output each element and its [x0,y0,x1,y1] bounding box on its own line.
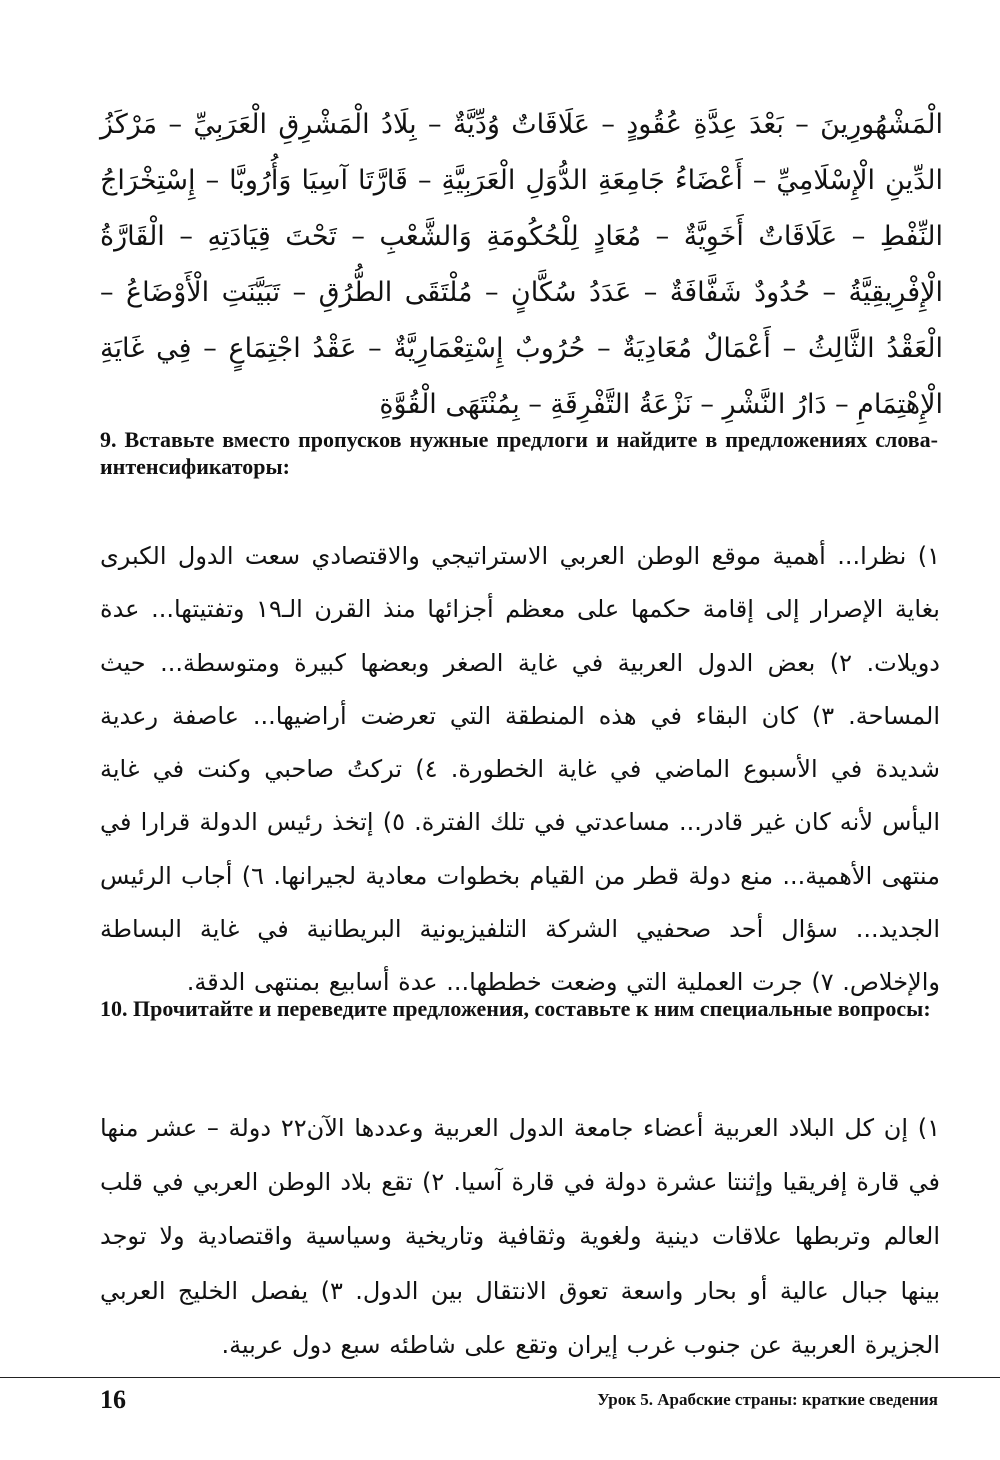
page-number: 16 [100,1385,126,1414]
footer-divider [0,1377,1000,1378]
exercise-10-heading: 10. Прочитайте и переведите предложения, составьте к ним специальные вопросы: [100,996,931,1021]
exercise-9-heading: 9. Вставьте вместо пропусков нужные предлоги и найдите в предложениях слова-интенсификаторы: [100,427,938,479]
exercise-9-text: ١) نظرا... أهمية موقع الوطن العربي الاستراتيجي والاقتصادي سعت الدول الكبرى بغاية الإصرار إلى إقامة حكمها على معظم أجزائها منذ القرن الـ١٩ وتفتيتها... عدة دويلات. ٢) بعض الدول العربية في غاية الصغر وبعضها كبيرة ومتوسطة... حيث المساحة. ٣) كان البقاء في هذه المنطقة التي تعرضت أراضيها... عاصفة رعدية شديدة في الأسبوع الماضي في غاية الخطورة. ٤) تركتُ صاحبي وكنت في غاية اليأس لأنه كان غير قادر... مساعدتي في تلك الفترة. ٥) إتخذ رئيس الدولة قرارا في منتهى الأهمية... منع دولة قطر من القيام بخطوات معادية لجيرانها. ٦) أجاب الرئيس الجديد... سؤال أحد صحفيي الشركة التلفيزيونية البريطانية في غاية البساطة والإخلاص. ٧) جرت العملية التي وضعت خططها... عدة أسابيع بمنتهى الدقة. [100,542,941,997]
vocabulary-list: الْمَشْهُورِينَ – بَعْدَ عِدَّةِ عُقُودٍ – عَلَاقَاتٌ وُدِّيَّةٌ – بِلَادُ الْمَشْرِقِ الْعَرَبِيِّ – مَرْكَزُ الدِّينِ الْإِسْلَامِيِّ – أَعْضَاءُ جَامِعَةِ الدُّوَلِ الْعَرَبِيَّةِ – قَارَّتَا آسِيَا وَأُرُوبَّا – إِسْتِخْرَاجُ النِّفْطِ – عَلَاقَاتٌ أَخَوِيَّةٌ – مُعَادٍ لِلْحُكُومَةِ وَالشَّعْبِ – تَحْتَ قِيَادَتِهِ – الْقَارَّةُ الْإِفْرِيقِيَّةُ – حُدُودٌ شَفَّافَةٌ – عَدَدُ سُكَّانٍ – مُلْتَقَى الطُّرُقِ – تَبَيَّنَتِ الْأَوْضَاعُ – الْعَقْدُ الثَّالِثُ – أَعْمَالٌ مُعَادِيَةٌ – حُرُوبٌ إِسْتِعْمَارِيَّةٌ – عَقْدُ اجْتِمَاعٍ – فِي غَايَةِ الْإِهْتِمَامِ – دَارُ النَّشْرِ – نَزْعَةُ التَّفْرِقَةِ – بِمُنْتَهَى الْقُوَّةِ [100,109,943,420]
exercise-10-text: ١) إن كل البلاد العربية أعضاء جامعة الدول العربية وعددها الآن٢٢ دولة – عشر منها في قارة إفريقيا وإثنتا عشرة دولة في قارة آسيا. ٢) تقع بلاد الوطن العربي في قلب العالم وتربطها علاقات دينية ولغوية وثقافية وتاريخية وسياسية واقتصادية ولا توجد بينها جبال عالية أو بحار واسعة تعوق الانتقال بين الدول. ٣) يفصل الخليج العربي الجزيرة العربية عن جنوب غرب إيران وتقع على شاطئه سبع دول عربية. [100,1114,940,1359]
running-title: Урок 5. Арабские страны: краткие сведения [597,1390,938,1409]
